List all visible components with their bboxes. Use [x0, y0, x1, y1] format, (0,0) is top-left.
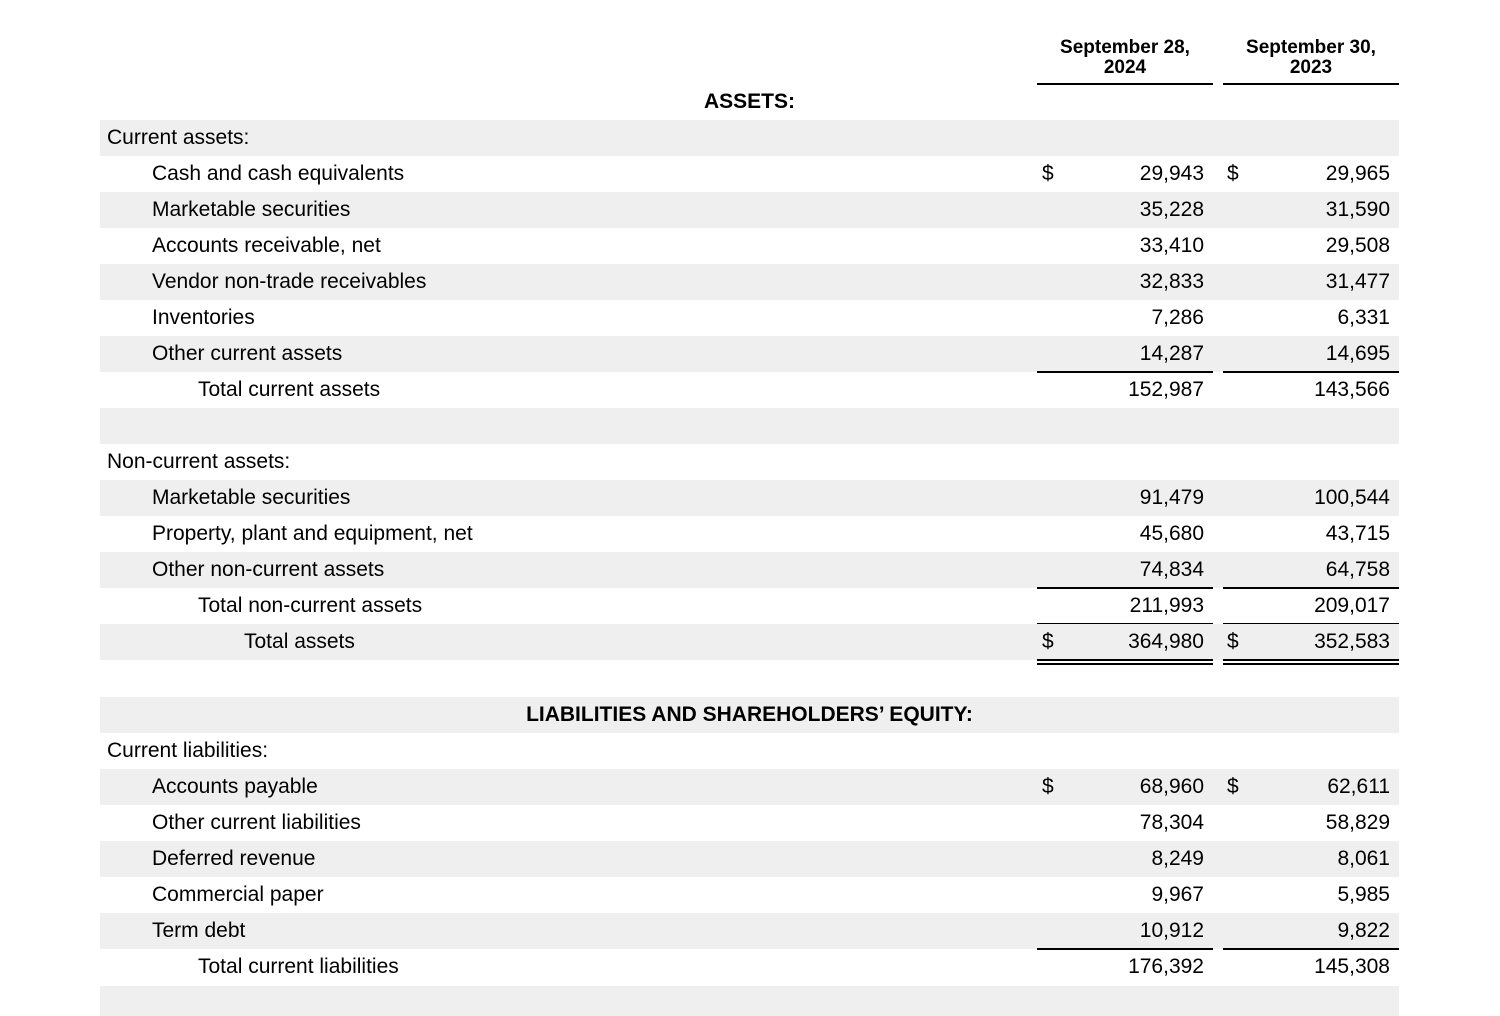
value-2023: 9,822 — [1337, 919, 1390, 942]
value-2023: 31,590 — [1325, 198, 1390, 221]
grand-total-row — [100, 624, 1399, 660]
double-rule — [1037, 663, 1213, 665]
current-liabilities-label: Current liabilities: — [107, 739, 269, 762]
total-value-2024: 176,392 — [1128, 955, 1204, 978]
table-row — [100, 516, 1399, 552]
row-label: Accounts payable — [152, 775, 318, 798]
total-value-2024: 152,987 — [1128, 378, 1204, 401]
value-2024: 78,304 — [1139, 811, 1204, 834]
table-row — [100, 300, 1399, 336]
total-label: Total non-current assets — [198, 594, 423, 617]
value-2023: 5,985 — [1337, 883, 1390, 906]
row-label: Commercial paper — [152, 883, 324, 906]
table-row — [100, 480, 1399, 516]
value-2024: 10,912 — [1139, 919, 1204, 942]
value-2023: 58,829 — [1325, 811, 1390, 834]
noncurrent-assets-label: Non-current assets: — [107, 450, 291, 473]
currency-symbol: $ — [1227, 630, 1239, 653]
section-header-row — [100, 444, 1399, 480]
row-label: Marketable securities — [152, 486, 351, 509]
currency-symbol: $ — [1227, 775, 1239, 798]
value-2024: 68,960 — [1139, 775, 1204, 798]
currency-symbol: $ — [1042, 630, 1054, 653]
total-row — [100, 949, 1399, 985]
value-2023: 43,715 — [1325, 522, 1390, 545]
current-assets-label: Current assets: — [107, 126, 250, 149]
table-row — [100, 769, 1399, 805]
column-header-2024-line2: 2024 — [1103, 57, 1147, 78]
table-row — [100, 264, 1399, 300]
row-label: Term debt — [152, 919, 246, 942]
row-label: Marketable securities — [152, 198, 351, 221]
row-label: Other current assets — [152, 342, 343, 365]
value-2024: 32,833 — [1139, 270, 1204, 293]
table-row — [100, 805, 1399, 841]
value-2023: 62,611 — [1327, 775, 1390, 798]
column-header-2024-line1: September 28, — [1060, 37, 1190, 58]
table-row — [100, 877, 1399, 913]
table-row — [100, 228, 1399, 264]
currency-symbol: $ — [1227, 162, 1239, 185]
column-header-2023-line1: September 30, — [1246, 37, 1376, 58]
total-value-2023: 209,017 — [1314, 594, 1390, 617]
value-2024: 74,834 — [1139, 558, 1204, 581]
row-label: Accounts receivable, net — [152, 234, 381, 257]
liabilities-section-title: LIABILITIES AND SHAREHOLDERS’ EQUITY: — [526, 703, 973, 726]
value-2024: 29,943 — [1139, 162, 1204, 185]
value-2024: 7,286 — [1151, 306, 1204, 329]
table-row — [100, 192, 1399, 228]
row-label: Inventories — [152, 306, 255, 329]
column-header-2023 — [1223, 38, 1399, 78]
value-2024: 14,287 — [1139, 342, 1204, 365]
total-value-2023: 143,566 — [1314, 378, 1390, 401]
table-row — [100, 552, 1399, 588]
row-label: Cash and cash equivalents — [152, 162, 405, 185]
row-label: Property, plant and equipment, net — [152, 522, 473, 545]
double-rule — [1037, 659, 1213, 661]
value-2023: 31,477 — [1325, 270, 1390, 293]
currency-symbol: $ — [1042, 775, 1054, 798]
value-2024: 35,228 — [1139, 198, 1204, 221]
value-2023: 64,758 — [1325, 558, 1390, 581]
value-2024: 9,967 — [1151, 883, 1204, 906]
total-assets-2023: 352,583 — [1314, 630, 1390, 653]
value-2023: 29,965 — [1325, 162, 1390, 185]
value-2023: 8,061 — [1337, 847, 1390, 870]
section-header-row — [100, 733, 1399, 769]
liabilities-title-row — [100, 697, 1399, 733]
spacer-row — [100, 408, 1399, 444]
spacer-row — [100, 986, 1399, 1016]
total-label: Total current assets — [198, 378, 381, 401]
row-label: Other current liabilities — [152, 811, 361, 834]
double-rule — [1223, 663, 1399, 665]
table-row — [100, 336, 1399, 372]
total-row — [100, 372, 1399, 408]
column-header-2023-line2: 2023 — [1289, 57, 1333, 78]
value-2023: 100,544 — [1314, 486, 1390, 509]
value-2024: 33,410 — [1139, 234, 1204, 257]
total-assets-2024: 364,980 — [1128, 630, 1204, 653]
value-2024: 45,680 — [1139, 522, 1204, 545]
value-2024: 91,479 — [1139, 486, 1204, 509]
value-2024: 8,249 — [1151, 847, 1204, 870]
total-row — [100, 588, 1399, 624]
row-label: Vendor non-trade receivables — [152, 270, 427, 293]
currency-symbol: $ — [1042, 162, 1054, 185]
section-header-row — [100, 120, 1399, 156]
value-2023: 14,695 — [1325, 342, 1390, 365]
total-assets-label: Total assets — [244, 630, 355, 653]
double-rule — [1223, 659, 1399, 661]
assets-section-title: ASSETS: — [703, 90, 795, 113]
value-2023: 29,508 — [1325, 234, 1390, 257]
total-value-2023: 145,308 — [1314, 955, 1390, 978]
table-row — [100, 156, 1399, 192]
table-row — [100, 913, 1399, 949]
column-header-2024 — [1037, 38, 1213, 78]
total-label: Total current liabilities — [198, 955, 399, 978]
table-row — [100, 841, 1399, 877]
total-value-2024: 211,993 — [1129, 594, 1204, 617]
row-label: Other non-current assets — [152, 558, 385, 581]
row-label: Deferred revenue — [152, 847, 316, 870]
value-2023: 6,331 — [1337, 306, 1390, 329]
